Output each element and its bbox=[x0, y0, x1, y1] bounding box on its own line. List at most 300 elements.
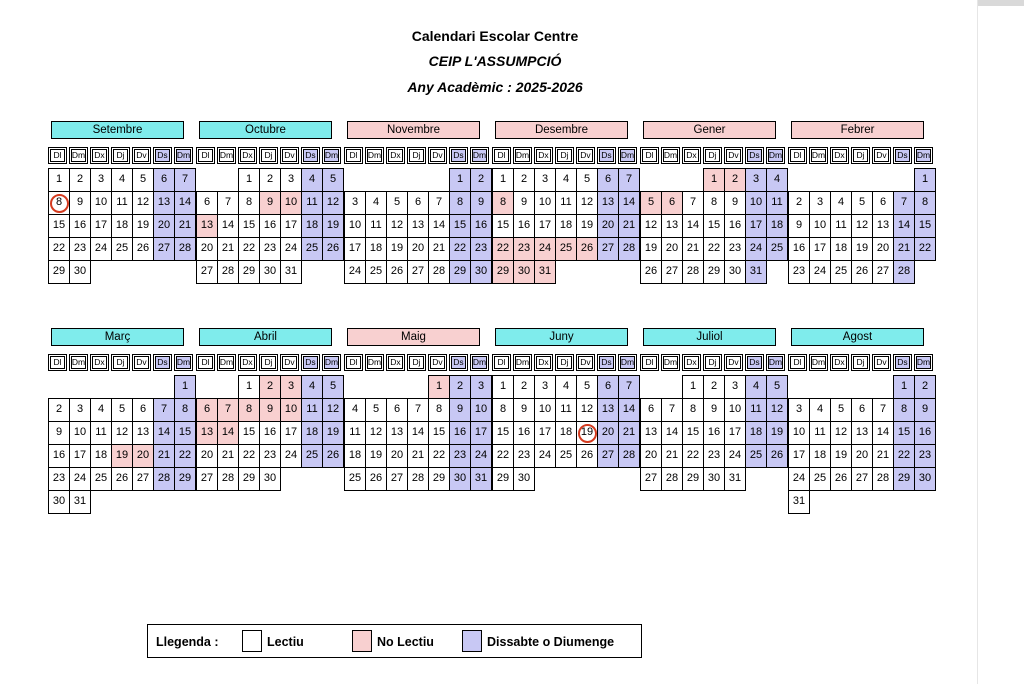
day-cell: 4 bbox=[344, 398, 366, 422]
month-juliol bbox=[640, 328, 784, 490]
day-cell: 27 bbox=[872, 260, 894, 284]
day-cell: 12 bbox=[851, 214, 873, 238]
weekday-label: Dx bbox=[386, 147, 405, 164]
weekday-label: Dx bbox=[238, 354, 257, 371]
day-cell: 6 bbox=[407, 191, 429, 215]
day-cell: 13 bbox=[597, 191, 619, 215]
day-cell: 17 bbox=[280, 421, 302, 445]
day-grid bbox=[196, 168, 340, 283]
day-cell: 7 bbox=[174, 168, 196, 192]
day-cell: 3 bbox=[280, 375, 302, 399]
legend-label: Llegenda : bbox=[156, 635, 219, 649]
day-cell: 17 bbox=[534, 421, 556, 445]
weekday-label: Dx bbox=[682, 147, 701, 164]
day-cell: 9 bbox=[449, 398, 471, 422]
weekday-label: Dm bbox=[174, 147, 193, 164]
day-cell: 9 bbox=[914, 398, 936, 422]
day-cell: 18 bbox=[555, 214, 577, 238]
day-cell: 9 bbox=[259, 398, 281, 422]
day-cell: 12 bbox=[132, 191, 154, 215]
day-cell: 31 bbox=[280, 260, 302, 284]
day-cell: 26 bbox=[640, 260, 662, 284]
weekday-label: Dj bbox=[111, 354, 130, 371]
day-cell: 30 bbox=[914, 467, 936, 491]
day-cell: 30 bbox=[724, 260, 746, 284]
day-cell: 22 bbox=[238, 444, 260, 468]
day-grid bbox=[492, 375, 636, 490]
day-cell: 30 bbox=[259, 260, 281, 284]
weekday-label: Dm bbox=[322, 354, 341, 371]
day-cell: 29 bbox=[682, 467, 704, 491]
day-cell: 15 bbox=[449, 214, 471, 238]
day-grid bbox=[788, 168, 932, 283]
weekday-label: Dl bbox=[640, 147, 659, 164]
month-febrer bbox=[788, 121, 932, 283]
month-setembre bbox=[48, 121, 192, 283]
day-cell: 7 bbox=[893, 191, 915, 215]
day-cell: 21 bbox=[217, 444, 239, 468]
day-cell: 13 bbox=[132, 421, 154, 445]
day-cell: 8 bbox=[238, 398, 260, 422]
weekday-header-row bbox=[640, 354, 784, 371]
day-cell: 28 bbox=[661, 467, 683, 491]
day-cell: 10 bbox=[534, 398, 556, 422]
weekday-label: Ds bbox=[301, 354, 320, 371]
day-cell: 29 bbox=[492, 260, 514, 284]
day-cell: 27 bbox=[132, 467, 154, 491]
day-cell: 12 bbox=[365, 421, 387, 445]
day-cell: 20 bbox=[196, 237, 218, 261]
day-cell: 13 bbox=[661, 214, 683, 238]
day-cell: 11 bbox=[555, 191, 577, 215]
day-cell: 4 bbox=[301, 375, 323, 399]
day-cell: 29 bbox=[238, 260, 260, 284]
day-cell: 19 bbox=[322, 214, 344, 238]
day-cell: 17 bbox=[344, 237, 366, 261]
weekday-label: Dv bbox=[280, 147, 299, 164]
day-cell: 17 bbox=[809, 237, 831, 261]
weekday-header-row bbox=[640, 147, 784, 164]
day-cell: 6 bbox=[386, 398, 408, 422]
day-cell: 7 bbox=[153, 398, 175, 422]
day-cell: 18 bbox=[344, 444, 366, 468]
weekday-label: Dj bbox=[259, 354, 278, 371]
weekday-label: Dm bbox=[809, 354, 828, 371]
day-cell: 14 bbox=[153, 421, 175, 445]
day-cell: 16 bbox=[788, 237, 810, 261]
day-cell: 10 bbox=[724, 398, 746, 422]
day-cell: 5 bbox=[830, 398, 852, 422]
day-cell: 6 bbox=[597, 168, 619, 192]
weekday-label: Dx bbox=[682, 354, 701, 371]
day-cell: 16 bbox=[69, 214, 91, 238]
weekday-label: Dm bbox=[365, 147, 384, 164]
day-cell: 22 bbox=[48, 237, 70, 261]
weekday-label: Dj bbox=[259, 147, 278, 164]
day-cell: 21 bbox=[174, 214, 196, 238]
month-header: Febrer bbox=[791, 121, 924, 139]
day-cell: 24 bbox=[280, 237, 302, 261]
day-cell: 21 bbox=[893, 237, 915, 261]
day-cell: 21 bbox=[618, 214, 640, 238]
weekday-label: Dj bbox=[703, 147, 722, 164]
day-cell: 26 bbox=[386, 260, 408, 284]
day-cell: 6 bbox=[851, 398, 873, 422]
day-cell: 4 bbox=[365, 191, 387, 215]
day-cell: 2 bbox=[48, 398, 70, 422]
day-cell: 15 bbox=[914, 214, 936, 238]
day-cell: 17 bbox=[69, 444, 91, 468]
day-cell: 3 bbox=[470, 375, 492, 399]
day-cell: 11 bbox=[555, 398, 577, 422]
weekday-header-row bbox=[196, 147, 340, 164]
month-novembre bbox=[344, 121, 488, 283]
day-cell: 2 bbox=[703, 375, 725, 399]
day-cell: 3 bbox=[344, 191, 366, 215]
day-cell: 21 bbox=[407, 444, 429, 468]
day-cell: 15 bbox=[48, 214, 70, 238]
day-cell: 28 bbox=[872, 467, 894, 491]
day-cell: 29 bbox=[428, 467, 450, 491]
day-cell: 31 bbox=[724, 467, 746, 491]
day-cell: 1 bbox=[238, 375, 260, 399]
weekday-label: Dv bbox=[576, 147, 595, 164]
weekday-label: Dv bbox=[576, 354, 595, 371]
day-cell: 24 bbox=[809, 260, 831, 284]
day-cell: 4 bbox=[555, 168, 577, 192]
day-cell: 18 bbox=[301, 214, 323, 238]
day-cell: 4 bbox=[830, 191, 852, 215]
weekday-header-row bbox=[196, 354, 340, 371]
day-cell: 14 bbox=[428, 214, 450, 238]
weekday-label: Dm bbox=[69, 354, 88, 371]
day-cell: 14 bbox=[682, 214, 704, 238]
day-cell: 25 bbox=[111, 237, 133, 261]
day-cell: 21 bbox=[682, 237, 704, 261]
day-cell: 25 bbox=[555, 444, 577, 468]
day-cell: 16 bbox=[259, 214, 281, 238]
weekday-label: Dl bbox=[492, 354, 511, 371]
day-cell: 20 bbox=[872, 237, 894, 261]
day-cell: 16 bbox=[449, 421, 471, 445]
day-cell: 5 bbox=[576, 168, 598, 192]
day-cell: 26 bbox=[322, 237, 344, 261]
weekday-label: Dm bbox=[69, 147, 88, 164]
day-cell: 27 bbox=[386, 467, 408, 491]
day-cell: 11 bbox=[745, 398, 767, 422]
day-cell: 13 bbox=[386, 421, 408, 445]
day-cell: 31 bbox=[470, 467, 492, 491]
day-cell: 2 bbox=[788, 191, 810, 215]
weekday-label: Dm bbox=[174, 354, 193, 371]
day-cell: 15 bbox=[703, 214, 725, 238]
day-grid bbox=[48, 168, 192, 283]
month-header: Març bbox=[51, 328, 184, 346]
day-cell: 4 bbox=[745, 375, 767, 399]
day-cell: 11 bbox=[301, 191, 323, 215]
day-cell: 3 bbox=[280, 168, 302, 192]
day-cell: 7 bbox=[618, 375, 640, 399]
day-cell: 29 bbox=[238, 467, 260, 491]
day-cell: 20 bbox=[597, 421, 619, 445]
day-cell: 1 bbox=[174, 375, 196, 399]
day-cell: 9 bbox=[259, 191, 281, 215]
day-cell: 29 bbox=[174, 467, 196, 491]
day-cell: 18 bbox=[365, 237, 387, 261]
weekday-header-row bbox=[492, 147, 636, 164]
day-cell: 20 bbox=[640, 444, 662, 468]
day-cell: 24 bbox=[745, 237, 767, 261]
day-cell: 8 bbox=[682, 398, 704, 422]
day-cell: 26 bbox=[322, 444, 344, 468]
weekday-label: Dm bbox=[766, 147, 785, 164]
day-cell: 4 bbox=[555, 375, 577, 399]
day-cell: 27 bbox=[661, 260, 683, 284]
weekday-label: Dl bbox=[492, 147, 511, 164]
weekday-label: Dm bbox=[470, 147, 489, 164]
day-cell: 26 bbox=[766, 444, 788, 468]
school-name: CEIP L'ASSUMPCIÓ bbox=[428, 53, 562, 69]
day-cell: 28 bbox=[217, 467, 239, 491]
day-cell: 23 bbox=[513, 444, 535, 468]
month-mar bbox=[48, 328, 192, 513]
day-cell: 1 bbox=[914, 168, 936, 192]
day-cell: 31 bbox=[69, 490, 91, 514]
day-cell: 24 bbox=[69, 467, 91, 491]
weekday-header-row bbox=[788, 147, 932, 164]
month-header: Juliol bbox=[643, 328, 776, 346]
day-cell: 20 bbox=[851, 444, 873, 468]
weekday-label: Ds bbox=[893, 354, 912, 371]
day-cell: 22 bbox=[893, 444, 915, 468]
weekday-label: Dm bbox=[217, 354, 236, 371]
day-cell: 6 bbox=[196, 398, 218, 422]
day-cell: 21 bbox=[153, 444, 175, 468]
day-cell: 11 bbox=[301, 398, 323, 422]
day-cell: 17 bbox=[90, 214, 112, 238]
day-cell: 19 bbox=[640, 237, 662, 261]
day-cell: 4 bbox=[90, 398, 112, 422]
day-cell: 5 bbox=[851, 191, 873, 215]
day-cell: 25 bbox=[766, 237, 788, 261]
day-cell: 7 bbox=[217, 191, 239, 215]
day-cell: 18 bbox=[555, 421, 577, 445]
day-grid bbox=[788, 375, 932, 513]
weekday-label: Dl bbox=[48, 147, 67, 164]
day-cell: 8 bbox=[428, 398, 450, 422]
month-juny bbox=[492, 328, 636, 490]
day-cell: 23 bbox=[724, 237, 746, 261]
day-cell: 16 bbox=[470, 214, 492, 238]
day-cell: 7 bbox=[217, 398, 239, 422]
weekday-label: Dj bbox=[555, 354, 574, 371]
day-cell: 2 bbox=[259, 375, 281, 399]
day-cell: 7 bbox=[618, 168, 640, 192]
day-cell: 31 bbox=[788, 490, 810, 514]
day-cell: 14 bbox=[893, 214, 915, 238]
day-cell: 12 bbox=[640, 214, 662, 238]
day-cell: 9 bbox=[513, 398, 535, 422]
day-cell: 21 bbox=[872, 444, 894, 468]
month-header: Novembre bbox=[347, 121, 480, 139]
day-cell: 10 bbox=[745, 191, 767, 215]
day-cell: 23 bbox=[259, 237, 281, 261]
day-cell: 4 bbox=[809, 398, 831, 422]
legend-swatch-weekend bbox=[462, 630, 482, 652]
weekday-header-row bbox=[788, 354, 932, 371]
day-cell: 6 bbox=[132, 398, 154, 422]
day-cell: 21 bbox=[428, 237, 450, 261]
weekday-label: Dm bbox=[513, 354, 532, 371]
day-cell: 14 bbox=[217, 421, 239, 445]
weekday-label: Dj bbox=[703, 354, 722, 371]
day-cell: 22 bbox=[492, 237, 514, 261]
weekday-label: Dj bbox=[555, 147, 574, 164]
day-cell: 3 bbox=[90, 168, 112, 192]
day-cell: 25 bbox=[344, 467, 366, 491]
day-cell: 18 bbox=[830, 237, 852, 261]
day-cell: 19 bbox=[830, 444, 852, 468]
day-cell: 19 bbox=[132, 214, 154, 238]
day-cell: 8 bbox=[492, 398, 514, 422]
day-cell: 28 bbox=[893, 260, 915, 284]
weekday-label: Dv bbox=[724, 354, 743, 371]
day-cell: 3 bbox=[724, 375, 746, 399]
day-cell: 12 bbox=[766, 398, 788, 422]
day-cell: 19 bbox=[365, 444, 387, 468]
day-grid bbox=[344, 168, 488, 283]
day-cell: 24 bbox=[534, 237, 556, 261]
day-cell: 23 bbox=[703, 444, 725, 468]
page-title: Calendari Escolar Centre bbox=[411, 28, 579, 44]
weekday-header-row bbox=[48, 147, 192, 164]
day-cell: 21 bbox=[661, 444, 683, 468]
weekday-label: Dl bbox=[48, 354, 67, 371]
day-cell: 20 bbox=[153, 214, 175, 238]
day-cell: 24 bbox=[534, 444, 556, 468]
day-cell: 25 bbox=[301, 444, 323, 468]
month-header: Maig bbox=[347, 328, 480, 346]
day-cell: 2 bbox=[449, 375, 471, 399]
day-cell: 25 bbox=[555, 237, 577, 261]
month-desembre bbox=[492, 121, 636, 283]
day-cell: 8 bbox=[914, 191, 936, 215]
month-gener bbox=[640, 121, 784, 283]
day-cell: 16 bbox=[48, 444, 70, 468]
day-cell: 10 bbox=[809, 214, 831, 238]
weekday-label: Dx bbox=[534, 354, 553, 371]
day-cell: 10 bbox=[90, 191, 112, 215]
day-cell: 11 bbox=[344, 421, 366, 445]
day-cell: 19 bbox=[386, 237, 408, 261]
day-cell: 17 bbox=[280, 214, 302, 238]
day-cell: 6 bbox=[153, 168, 175, 192]
day-cell: 5 bbox=[640, 191, 662, 215]
weekday-label: Dv bbox=[132, 147, 151, 164]
day-cell: 4 bbox=[766, 168, 788, 192]
day-cell: 10 bbox=[280, 398, 302, 422]
day-cell: 25 bbox=[90, 467, 112, 491]
weekday-label: Dl bbox=[788, 147, 807, 164]
day-cell: 24 bbox=[470, 444, 492, 468]
day-cell: 14 bbox=[618, 191, 640, 215]
day-grid bbox=[344, 375, 488, 490]
day-cell: 24 bbox=[788, 467, 810, 491]
day-cell: 22 bbox=[428, 444, 450, 468]
day-cell: 18 bbox=[301, 421, 323, 445]
day-cell: 3 bbox=[69, 398, 91, 422]
day-cell: 13 bbox=[153, 191, 175, 215]
day-cell: 18 bbox=[745, 421, 767, 445]
legend-text-lectiu: Lectiu bbox=[267, 635, 304, 649]
day-cell: 12 bbox=[322, 398, 344, 422]
day-cell: 28 bbox=[428, 260, 450, 284]
legend-text-weekend: Dissabte o Diumenge bbox=[487, 635, 615, 649]
month-octubre bbox=[196, 121, 340, 283]
day-cell: 10 bbox=[470, 398, 492, 422]
day-cell: 27 bbox=[851, 467, 873, 491]
day-cell: 27 bbox=[407, 260, 429, 284]
day-cell: 1 bbox=[492, 168, 514, 192]
day-cell: 6 bbox=[597, 375, 619, 399]
month-header: Gener bbox=[643, 121, 776, 139]
day-cell: 15 bbox=[893, 421, 915, 445]
month-header: Desembre bbox=[495, 121, 628, 139]
day-cell: 5 bbox=[365, 398, 387, 422]
day-cell: 14 bbox=[407, 421, 429, 445]
day-cell: 24 bbox=[90, 237, 112, 261]
day-cell: 14 bbox=[217, 214, 239, 238]
day-cell: 27 bbox=[597, 444, 619, 468]
day-cell: 11 bbox=[809, 421, 831, 445]
weekday-label: Ds bbox=[301, 147, 320, 164]
day-cell: 11 bbox=[830, 214, 852, 238]
day-cell: 11 bbox=[111, 191, 133, 215]
day-cell: 28 bbox=[618, 237, 640, 261]
window-edge bbox=[978, 0, 1024, 6]
day-cell: 5 bbox=[386, 191, 408, 215]
day-cell: 2 bbox=[513, 168, 535, 192]
day-grid bbox=[492, 168, 636, 283]
day-cell: 29 bbox=[893, 467, 915, 491]
day-cell: 25 bbox=[745, 444, 767, 468]
day-cell: 2 bbox=[69, 168, 91, 192]
day-cell: 9 bbox=[69, 191, 91, 215]
day-cell: 29 bbox=[492, 467, 514, 491]
day-cell: 23 bbox=[48, 467, 70, 491]
weekday-label: Dv bbox=[280, 354, 299, 371]
day-cell: 2 bbox=[724, 168, 746, 192]
weekday-label: Dj bbox=[851, 147, 870, 164]
day-cell: 13 bbox=[640, 421, 662, 445]
day-cell: 27 bbox=[640, 467, 662, 491]
day-cell: 15 bbox=[492, 421, 514, 445]
day-cell: 12 bbox=[111, 421, 133, 445]
day-cell: 8 bbox=[449, 191, 471, 215]
day-cell: 9 bbox=[470, 191, 492, 215]
day-cell: 10 bbox=[788, 421, 810, 445]
day-cell: 5 bbox=[576, 375, 598, 399]
day-cell: 19 bbox=[576, 214, 598, 238]
day-cell: 10 bbox=[280, 191, 302, 215]
weekday-label: Dm bbox=[618, 354, 637, 371]
day-cell: 18 bbox=[111, 214, 133, 238]
day-cell: 1 bbox=[428, 375, 450, 399]
day-cell: 22 bbox=[914, 237, 936, 261]
legend bbox=[147, 624, 642, 658]
weekday-label: Dx bbox=[386, 354, 405, 371]
day-cell: 14 bbox=[174, 191, 196, 215]
